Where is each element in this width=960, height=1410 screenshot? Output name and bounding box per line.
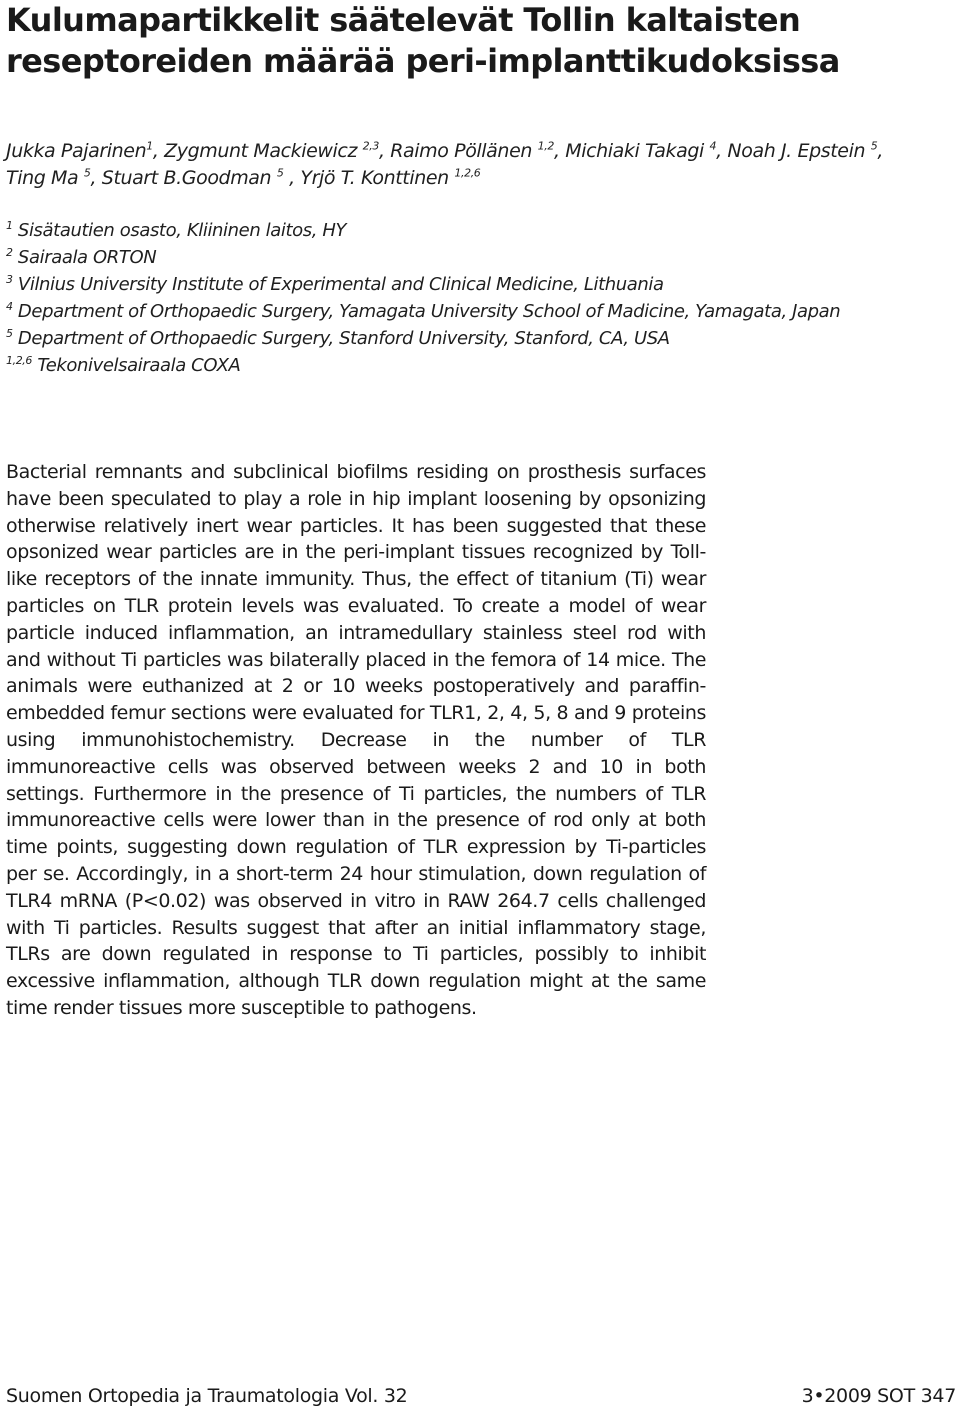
affiliation-number: 5 — [6, 327, 13, 340]
author — [390, 140, 565, 162]
affiliation-text: Department of Orthopaedic Surgery, Yamagata University School of Madicine, Yamagata, Japan — [12, 301, 841, 322]
affiliation-text: Sisätautien osasto, Kliininen laitos, HY — [12, 220, 347, 241]
author-affiliation-number: 4 — [709, 139, 717, 153]
author-name: Michiaki Takagi — [565, 140, 710, 162]
affiliation — [6, 244, 956, 271]
affiliation-number: 1,2,6 — [6, 354, 32, 367]
affiliation — [6, 298, 956, 325]
author-separator: , — [716, 140, 728, 162]
abstract-text: Bacterial remnants and subclinical biofilms residing on prosthesis surfaces have been speculated to play a role in hip implant loosening by opsonizing otherwise relatively inert wear particles. It has been suggested that these opsonized wear particles are in the peri-implant tissues recognized by Toll-like receptors of the innate immunity. Thus, the effect of titanium (Ti) wear particles on TLR protein levels was evaluated. To create a model of wear particle induced inflammation, an intramedullary stainless steel rod with and without Ti particles was bilaterally placed in the femora of 14 mice. The animals were euthanized at 2 or 10 weeks postoperatively and paraffin-embedded femur sections were evaluated for TLR1, 2, 4, 5, 8 and 9 proteins using immunohistochemistry. Decrease in the number of TLR immunoreactive cells was observed between weeks 2 and 10 in both settings. Furthermore in the presence of Ti particles, the numbers of TLR immunoreactive cells were lower than in the presence of rod only at both time points, suggesting down regulation of TLR expression by Ti-particles per se. Accordingly, in a short-term 24 hour stimulation, down regulation of TLR4 mRNA (P<0.02) was observed in vitro in RAW 264.7 cells challenged with Ti particles. Results suggest that after an initial inflammatory stage, TLRs are down regulated in response to Ti particles, possibly to inhibit excessive inflammation, although TLR down regulation might at the same time render tissues more susceptible to pathogens. — [6, 461, 706, 1019]
author-separator: , — [90, 167, 102, 189]
author-name: Zygmunt Mackiewicz — [164, 140, 363, 162]
affiliation-text: Department of Orthopaedic Surgery, Stanford University, Stanford, CA, USA — [12, 328, 670, 349]
affiliation-number: 3 — [6, 273, 13, 286]
article-title: Kulumapartikkelit säätelevät Tollin kaltaisten reseptoreiden määrää peri-implanttikudoksissa — [6, 1, 840, 80]
author-separator: , — [553, 140, 566, 162]
author-affiliation-number: 5 — [276, 166, 284, 180]
affiliation — [6, 352, 956, 379]
affiliation — [6, 271, 956, 298]
author-name: Yrjö T. Konttinen — [300, 167, 455, 189]
author-separator: , — [283, 167, 295, 189]
author-list — [6, 138, 956, 192]
affiliation — [6, 217, 956, 244]
author-name: Ting Ma — [6, 167, 84, 189]
affiliation-number: 4 — [6, 300, 13, 313]
author — [102, 167, 295, 189]
author — [6, 140, 164, 162]
affiliation-list — [6, 217, 956, 379]
author-name: Jukka Pajarinen — [6, 140, 147, 162]
affiliation — [6, 325, 956, 352]
author-affiliation-number: 5 — [870, 139, 878, 153]
author — [727, 140, 883, 162]
author-separator: , — [378, 140, 391, 162]
affiliation-text: Tekonivelsairaala COXA — [32, 355, 241, 376]
author — [565, 140, 727, 162]
affiliation-text: Vilnius University Institute of Experimental and Clinical Medicine, Lithuania — [12, 274, 664, 295]
author-affiliation-number: 1,2,6 — [454, 166, 481, 180]
author-affiliation-number: 1 — [146, 139, 153, 153]
author-name: Stuart B.Goodman — [101, 167, 277, 189]
author-affiliation-number: 1,2 — [537, 139, 554, 153]
affiliation-number: 1 — [6, 219, 13, 232]
journal-name: Suomen Ortopedia ja Traumatologia Vol. 32 — [6, 1385, 408, 1407]
author — [6, 167, 102, 189]
page-footer — [6, 1384, 956, 1408]
author — [164, 140, 390, 162]
author — [300, 167, 480, 189]
issue-page-number: 3•2009 SOT 347 — [801, 1385, 956, 1407]
affiliation-number: 2 — [6, 246, 13, 259]
author-separator: , — [152, 140, 165, 162]
affiliation-text: Sairaala ORTON — [12, 247, 157, 268]
author-separator: , — [877, 140, 883, 162]
author-affiliation-number: 2,3 — [362, 139, 379, 153]
author-affiliation-number: 5 — [83, 166, 91, 180]
author-name: Raimo Pöllänen — [390, 140, 538, 162]
author-name: Noah J. Epstein — [727, 140, 871, 162]
